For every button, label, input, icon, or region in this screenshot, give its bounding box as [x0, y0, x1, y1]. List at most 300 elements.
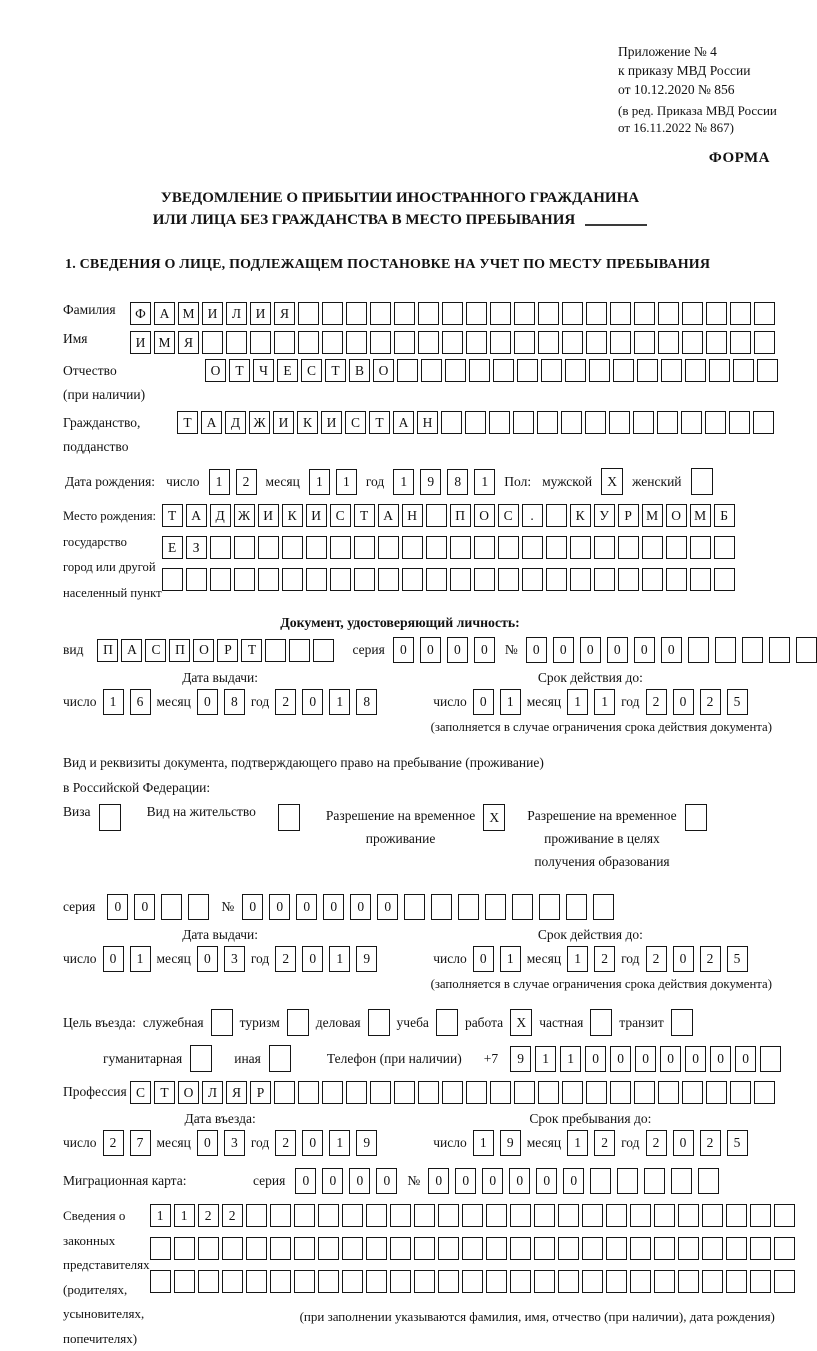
char-box[interactable]: [354, 536, 375, 559]
char-box[interactable]: [346, 1081, 367, 1104]
char-box[interactable]: [538, 302, 559, 325]
char-box[interactable]: [418, 302, 439, 325]
char-box[interactable]: А: [154, 302, 175, 325]
char-box[interactable]: [678, 1237, 699, 1260]
char-box[interactable]: [760, 1046, 781, 1072]
char-box[interactable]: Т: [369, 411, 390, 434]
char-box[interactable]: [658, 1081, 679, 1104]
char-box[interactable]: Т: [177, 411, 198, 434]
char-box[interactable]: [630, 1204, 651, 1227]
char-box[interactable]: [402, 568, 423, 591]
char-box[interactable]: М: [690, 504, 711, 527]
char-box[interactable]: Я: [226, 1081, 247, 1104]
char-box[interactable]: В: [349, 359, 370, 382]
char-box[interactable]: [486, 1237, 507, 1260]
char-box[interactable]: [594, 536, 615, 559]
char-box[interactable]: 0: [660, 1046, 681, 1072]
char-box[interactable]: 9: [420, 469, 441, 495]
char-box[interactable]: X: [510, 1009, 532, 1036]
char-box[interactable]: [188, 894, 209, 920]
char-box[interactable]: [466, 1081, 487, 1104]
char-box[interactable]: Ж: [249, 411, 270, 434]
char-box[interactable]: И: [202, 302, 223, 325]
char-box[interactable]: [289, 639, 310, 662]
char-box[interactable]: 1: [209, 469, 230, 495]
char-box[interactable]: Н: [417, 411, 438, 434]
char-box[interactable]: [485, 894, 506, 920]
char-box[interactable]: И: [273, 411, 294, 434]
char-box[interactable]: [366, 1270, 387, 1293]
char-box[interactable]: 0: [473, 689, 494, 715]
char-box[interactable]: [586, 302, 607, 325]
char-box[interactable]: 9: [356, 1130, 377, 1156]
char-box[interactable]: 0: [580, 637, 601, 663]
char-box[interactable]: [414, 1270, 435, 1293]
char-box[interactable]: [610, 1081, 631, 1104]
char-box[interactable]: 6: [130, 689, 151, 715]
char-box[interactable]: 0: [103, 946, 124, 972]
char-box[interactable]: [441, 411, 462, 434]
char-box[interactable]: [753, 411, 774, 434]
char-box[interactable]: [562, 1081, 583, 1104]
char-box[interactable]: 3: [224, 1130, 245, 1156]
char-box[interactable]: [265, 639, 286, 662]
char-box[interactable]: 0: [673, 689, 694, 715]
char-box[interactable]: [514, 331, 535, 354]
char-box[interactable]: [378, 536, 399, 559]
char-box[interactable]: [99, 804, 121, 831]
char-box[interactable]: [682, 1081, 703, 1104]
char-box[interactable]: [234, 568, 255, 591]
char-box[interactable]: [150, 1270, 171, 1293]
char-box[interactable]: [426, 568, 447, 591]
char-box[interactable]: 0: [563, 1168, 584, 1194]
char-box[interactable]: [537, 411, 558, 434]
char-box[interactable]: [706, 302, 727, 325]
char-box[interactable]: А: [186, 504, 207, 527]
char-box[interactable]: 0: [585, 1046, 606, 1072]
char-box[interactable]: [671, 1009, 693, 1036]
char-box[interactable]: [318, 1204, 339, 1227]
char-box[interactable]: И: [130, 331, 151, 354]
char-box[interactable]: 0: [474, 637, 495, 663]
char-box[interactable]: [370, 302, 391, 325]
char-box[interactable]: 1: [500, 689, 521, 715]
char-box[interactable]: [570, 568, 591, 591]
char-box[interactable]: Е: [277, 359, 298, 382]
char-box[interactable]: 1: [103, 689, 124, 715]
char-box[interactable]: [681, 411, 702, 434]
char-box[interactable]: Н: [402, 504, 423, 527]
char-box[interactable]: [466, 331, 487, 354]
char-box[interactable]: [538, 1081, 559, 1104]
char-box[interactable]: [489, 411, 510, 434]
char-box[interactable]: [590, 1009, 612, 1036]
char-box[interactable]: 0: [685, 1046, 706, 1072]
char-box[interactable]: С: [330, 504, 351, 527]
char-box[interactable]: [211, 1009, 233, 1036]
char-box[interactable]: 0: [302, 689, 323, 715]
char-box[interactable]: [733, 359, 754, 382]
char-box[interactable]: [174, 1270, 195, 1293]
char-box[interactable]: [466, 302, 487, 325]
char-box[interactable]: Р: [217, 639, 238, 662]
char-box[interactable]: 0: [322, 1168, 343, 1194]
char-box[interactable]: 9: [356, 946, 377, 972]
char-box[interactable]: 2: [222, 1204, 243, 1227]
char-box[interactable]: 0: [710, 1046, 731, 1072]
char-box[interactable]: [742, 637, 763, 663]
char-box[interactable]: [438, 1237, 459, 1260]
char-box[interactable]: [558, 1204, 579, 1227]
char-box[interactable]: [298, 331, 319, 354]
char-box[interactable]: 1: [473, 1130, 494, 1156]
char-box[interactable]: [426, 504, 447, 527]
char-box[interactable]: 0: [376, 1168, 397, 1194]
char-box[interactable]: [690, 536, 711, 559]
char-box[interactable]: [661, 359, 682, 382]
char-box[interactable]: [562, 331, 583, 354]
char-box[interactable]: [633, 411, 654, 434]
char-box[interactable]: [754, 331, 775, 354]
char-box[interactable]: 0: [635, 1046, 656, 1072]
char-box[interactable]: [561, 411, 582, 434]
char-box[interactable]: [702, 1270, 723, 1293]
char-box[interactable]: С: [498, 504, 519, 527]
char-box[interactable]: [490, 302, 511, 325]
char-box[interactable]: 1: [393, 469, 414, 495]
char-box[interactable]: П: [169, 639, 190, 662]
char-box[interactable]: [522, 536, 543, 559]
char-box[interactable]: Д: [210, 504, 231, 527]
char-box[interactable]: [278, 804, 300, 831]
char-box[interactable]: И: [306, 504, 327, 527]
char-box[interactable]: [246, 1270, 267, 1293]
char-box[interactable]: [558, 1237, 579, 1260]
char-box[interactable]: К: [282, 504, 303, 527]
char-box[interactable]: [730, 1081, 751, 1104]
char-box[interactable]: [658, 331, 679, 354]
char-box[interactable]: Я: [274, 302, 295, 325]
char-box[interactable]: [486, 1204, 507, 1227]
char-box[interactable]: 1: [309, 469, 330, 495]
char-box[interactable]: 0: [393, 637, 414, 663]
char-box[interactable]: 0: [295, 1168, 316, 1194]
char-box[interactable]: [431, 894, 452, 920]
char-box[interactable]: 0: [350, 894, 371, 920]
char-box[interactable]: [726, 1237, 747, 1260]
char-box[interactable]: О: [373, 359, 394, 382]
char-box[interactable]: 0: [455, 1168, 476, 1194]
char-box[interactable]: [690, 568, 711, 591]
char-box[interactable]: 1: [535, 1046, 556, 1072]
char-box[interactable]: [546, 568, 567, 591]
char-box[interactable]: [438, 1204, 459, 1227]
char-box[interactable]: [150, 1237, 171, 1260]
char-box[interactable]: [613, 359, 634, 382]
char-box[interactable]: [510, 1204, 531, 1227]
char-box[interactable]: 0: [302, 1130, 323, 1156]
char-box[interactable]: С: [301, 359, 322, 382]
char-box[interactable]: [539, 894, 560, 920]
char-box[interactable]: [729, 411, 750, 434]
char-box[interactable]: [442, 1081, 463, 1104]
char-box[interactable]: [450, 568, 471, 591]
char-box[interactable]: [458, 894, 479, 920]
char-box[interactable]: [534, 1270, 555, 1293]
char-box[interactable]: [190, 1045, 212, 1072]
char-box[interactable]: 5: [727, 946, 748, 972]
char-box[interactable]: 0: [482, 1168, 503, 1194]
char-box[interactable]: X: [483, 804, 505, 831]
char-box[interactable]: 0: [134, 894, 155, 920]
char-box[interactable]: [589, 359, 610, 382]
char-box[interactable]: [706, 331, 727, 354]
char-box[interactable]: [750, 1204, 771, 1227]
char-box[interactable]: [450, 536, 471, 559]
char-box[interactable]: 0: [428, 1168, 449, 1194]
char-box[interactable]: М: [154, 331, 175, 354]
char-box[interactable]: 0: [296, 894, 317, 920]
char-box[interactable]: [682, 331, 703, 354]
char-box[interactable]: 5: [727, 1130, 748, 1156]
char-box[interactable]: [186, 568, 207, 591]
char-box[interactable]: 0: [673, 946, 694, 972]
char-box[interactable]: 0: [107, 894, 128, 920]
char-box[interactable]: 0: [377, 894, 398, 920]
char-box[interactable]: О: [193, 639, 214, 662]
char-box[interactable]: [498, 568, 519, 591]
char-box[interactable]: 0: [634, 637, 655, 663]
char-box[interactable]: [294, 1270, 315, 1293]
char-box[interactable]: 0: [536, 1168, 557, 1194]
char-box[interactable]: [318, 1237, 339, 1260]
char-box[interactable]: Ф: [130, 302, 151, 325]
char-box[interactable]: О: [178, 1081, 199, 1104]
char-box[interactable]: [538, 331, 559, 354]
char-box[interactable]: Л: [226, 302, 247, 325]
char-box[interactable]: [715, 637, 736, 663]
char-box[interactable]: [514, 1081, 535, 1104]
char-box[interactable]: У: [594, 504, 615, 527]
char-box[interactable]: [162, 568, 183, 591]
char-box[interactable]: [282, 568, 303, 591]
char-box[interactable]: 0: [526, 637, 547, 663]
char-box[interactable]: [346, 302, 367, 325]
char-box[interactable]: Л: [202, 1081, 223, 1104]
char-box[interactable]: [210, 536, 231, 559]
char-box[interactable]: 2: [700, 1130, 721, 1156]
char-box[interactable]: 1: [594, 689, 615, 715]
char-box[interactable]: 0: [610, 1046, 631, 1072]
char-box[interactable]: [730, 302, 751, 325]
char-box[interactable]: [582, 1237, 603, 1260]
char-box[interactable]: [774, 1204, 795, 1227]
char-box[interactable]: 5: [727, 689, 748, 715]
char-box[interactable]: [522, 568, 543, 591]
char-box[interactable]: 2: [646, 946, 667, 972]
char-box[interactable]: [342, 1270, 363, 1293]
char-box[interactable]: [390, 1270, 411, 1293]
char-box[interactable]: 1: [174, 1204, 195, 1227]
char-box[interactable]: А: [393, 411, 414, 434]
char-box[interactable]: [757, 359, 778, 382]
char-box[interactable]: [534, 1204, 555, 1227]
char-box[interactable]: 2: [103, 1130, 124, 1156]
char-box[interactable]: [644, 1168, 665, 1194]
char-box[interactable]: [246, 1237, 267, 1260]
char-box[interactable]: [226, 331, 247, 354]
char-box[interactable]: [442, 331, 463, 354]
char-box[interactable]: [370, 331, 391, 354]
char-box[interactable]: [688, 637, 709, 663]
char-box[interactable]: [322, 1081, 343, 1104]
char-box[interactable]: [634, 331, 655, 354]
char-box[interactable]: [282, 536, 303, 559]
char-box[interactable]: [750, 1237, 771, 1260]
char-box[interactable]: [258, 568, 279, 591]
char-box[interactable]: [426, 536, 447, 559]
char-box[interactable]: [642, 568, 663, 591]
char-box[interactable]: 0: [735, 1046, 756, 1072]
char-box[interactable]: [378, 568, 399, 591]
char-box[interactable]: [274, 331, 295, 354]
char-box[interactable]: [754, 302, 775, 325]
char-box[interactable]: О: [666, 504, 687, 527]
char-box[interactable]: [322, 331, 343, 354]
char-box[interactable]: [566, 894, 587, 920]
char-box[interactable]: [318, 1270, 339, 1293]
char-box[interactable]: П: [450, 504, 471, 527]
char-box[interactable]: 0: [607, 637, 628, 663]
char-box[interactable]: [594, 568, 615, 591]
char-box[interactable]: [366, 1237, 387, 1260]
char-box[interactable]: [270, 1237, 291, 1260]
char-box[interactable]: [469, 359, 490, 382]
char-box[interactable]: [298, 302, 319, 325]
char-box[interactable]: [346, 331, 367, 354]
char-box[interactable]: [493, 359, 514, 382]
char-box[interactable]: [465, 411, 486, 434]
char-box[interactable]: [678, 1204, 699, 1227]
char-box[interactable]: 0: [242, 894, 263, 920]
char-box[interactable]: [606, 1270, 627, 1293]
char-box[interactable]: [671, 1168, 692, 1194]
char-box[interactable]: [306, 568, 327, 591]
char-box[interactable]: 1: [567, 946, 588, 972]
char-box[interactable]: [658, 302, 679, 325]
char-box[interactable]: [586, 331, 607, 354]
char-box[interactable]: [436, 1009, 458, 1036]
char-box[interactable]: Е: [162, 536, 183, 559]
char-box[interactable]: [546, 504, 567, 527]
char-box[interactable]: [486, 1270, 507, 1293]
char-box[interactable]: [630, 1270, 651, 1293]
char-box[interactable]: 1: [560, 1046, 581, 1072]
char-box[interactable]: [618, 568, 639, 591]
char-box[interactable]: Т: [154, 1081, 175, 1104]
char-box[interactable]: [368, 1009, 390, 1036]
char-box[interactable]: 0: [197, 689, 218, 715]
char-box[interactable]: 2: [275, 1130, 296, 1156]
char-box[interactable]: С: [345, 411, 366, 434]
char-box[interactable]: З: [186, 536, 207, 559]
char-box[interactable]: 2: [646, 689, 667, 715]
char-box[interactable]: [394, 302, 415, 325]
char-box[interactable]: [313, 639, 334, 662]
char-box[interactable]: 2: [700, 689, 721, 715]
char-box[interactable]: 0: [269, 894, 290, 920]
char-box[interactable]: 8: [224, 689, 245, 715]
char-box[interactable]: [630, 1237, 651, 1260]
char-box[interactable]: [657, 411, 678, 434]
char-box[interactable]: [606, 1204, 627, 1227]
char-box[interactable]: 2: [700, 946, 721, 972]
char-box[interactable]: 0: [302, 946, 323, 972]
char-box[interactable]: Р: [618, 504, 639, 527]
char-box[interactable]: Т: [325, 359, 346, 382]
char-box[interactable]: [306, 536, 327, 559]
char-box[interactable]: 0: [661, 637, 682, 663]
char-box[interactable]: [370, 1081, 391, 1104]
char-box[interactable]: [678, 1270, 699, 1293]
char-box[interactable]: [582, 1204, 603, 1227]
char-box[interactable]: 0: [197, 946, 218, 972]
char-box[interactable]: [414, 1237, 435, 1260]
char-box[interactable]: 0: [509, 1168, 530, 1194]
char-box[interactable]: 9: [510, 1046, 531, 1072]
char-box[interactable]: [161, 894, 182, 920]
char-box[interactable]: 9: [500, 1130, 521, 1156]
char-box[interactable]: [330, 568, 351, 591]
char-box[interactable]: [322, 302, 343, 325]
char-box[interactable]: [512, 894, 533, 920]
char-box[interactable]: Р: [250, 1081, 271, 1104]
char-box[interactable]: [534, 1237, 555, 1260]
char-box[interactable]: [402, 536, 423, 559]
char-box[interactable]: 3: [224, 946, 245, 972]
char-box[interactable]: [474, 536, 495, 559]
char-box[interactable]: [294, 1204, 315, 1227]
char-box[interactable]: [250, 331, 271, 354]
char-box[interactable]: [298, 1081, 319, 1104]
char-box[interactable]: [513, 411, 534, 434]
char-box[interactable]: [394, 331, 415, 354]
char-box[interactable]: 2: [594, 946, 615, 972]
char-box[interactable]: [750, 1270, 771, 1293]
char-box[interactable]: [610, 331, 631, 354]
char-box[interactable]: [269, 1045, 291, 1072]
char-box[interactable]: 8: [356, 689, 377, 715]
char-box[interactable]: 2: [275, 689, 296, 715]
char-box[interactable]: [517, 359, 538, 382]
char-box[interactable]: [666, 568, 687, 591]
char-box[interactable]: 1: [150, 1204, 171, 1227]
char-box[interactable]: 1: [336, 469, 357, 495]
char-box[interactable]: Я: [178, 331, 199, 354]
char-box[interactable]: [685, 804, 707, 831]
char-box[interactable]: [698, 1168, 719, 1194]
char-box[interactable]: [498, 536, 519, 559]
char-box[interactable]: М: [642, 504, 663, 527]
char-box[interactable]: [691, 468, 713, 495]
char-box[interactable]: Т: [354, 504, 375, 527]
char-box[interactable]: [637, 359, 658, 382]
char-box[interactable]: 2: [275, 946, 296, 972]
char-box[interactable]: [202, 331, 223, 354]
char-box[interactable]: [562, 302, 583, 325]
char-box[interactable]: [438, 1270, 459, 1293]
